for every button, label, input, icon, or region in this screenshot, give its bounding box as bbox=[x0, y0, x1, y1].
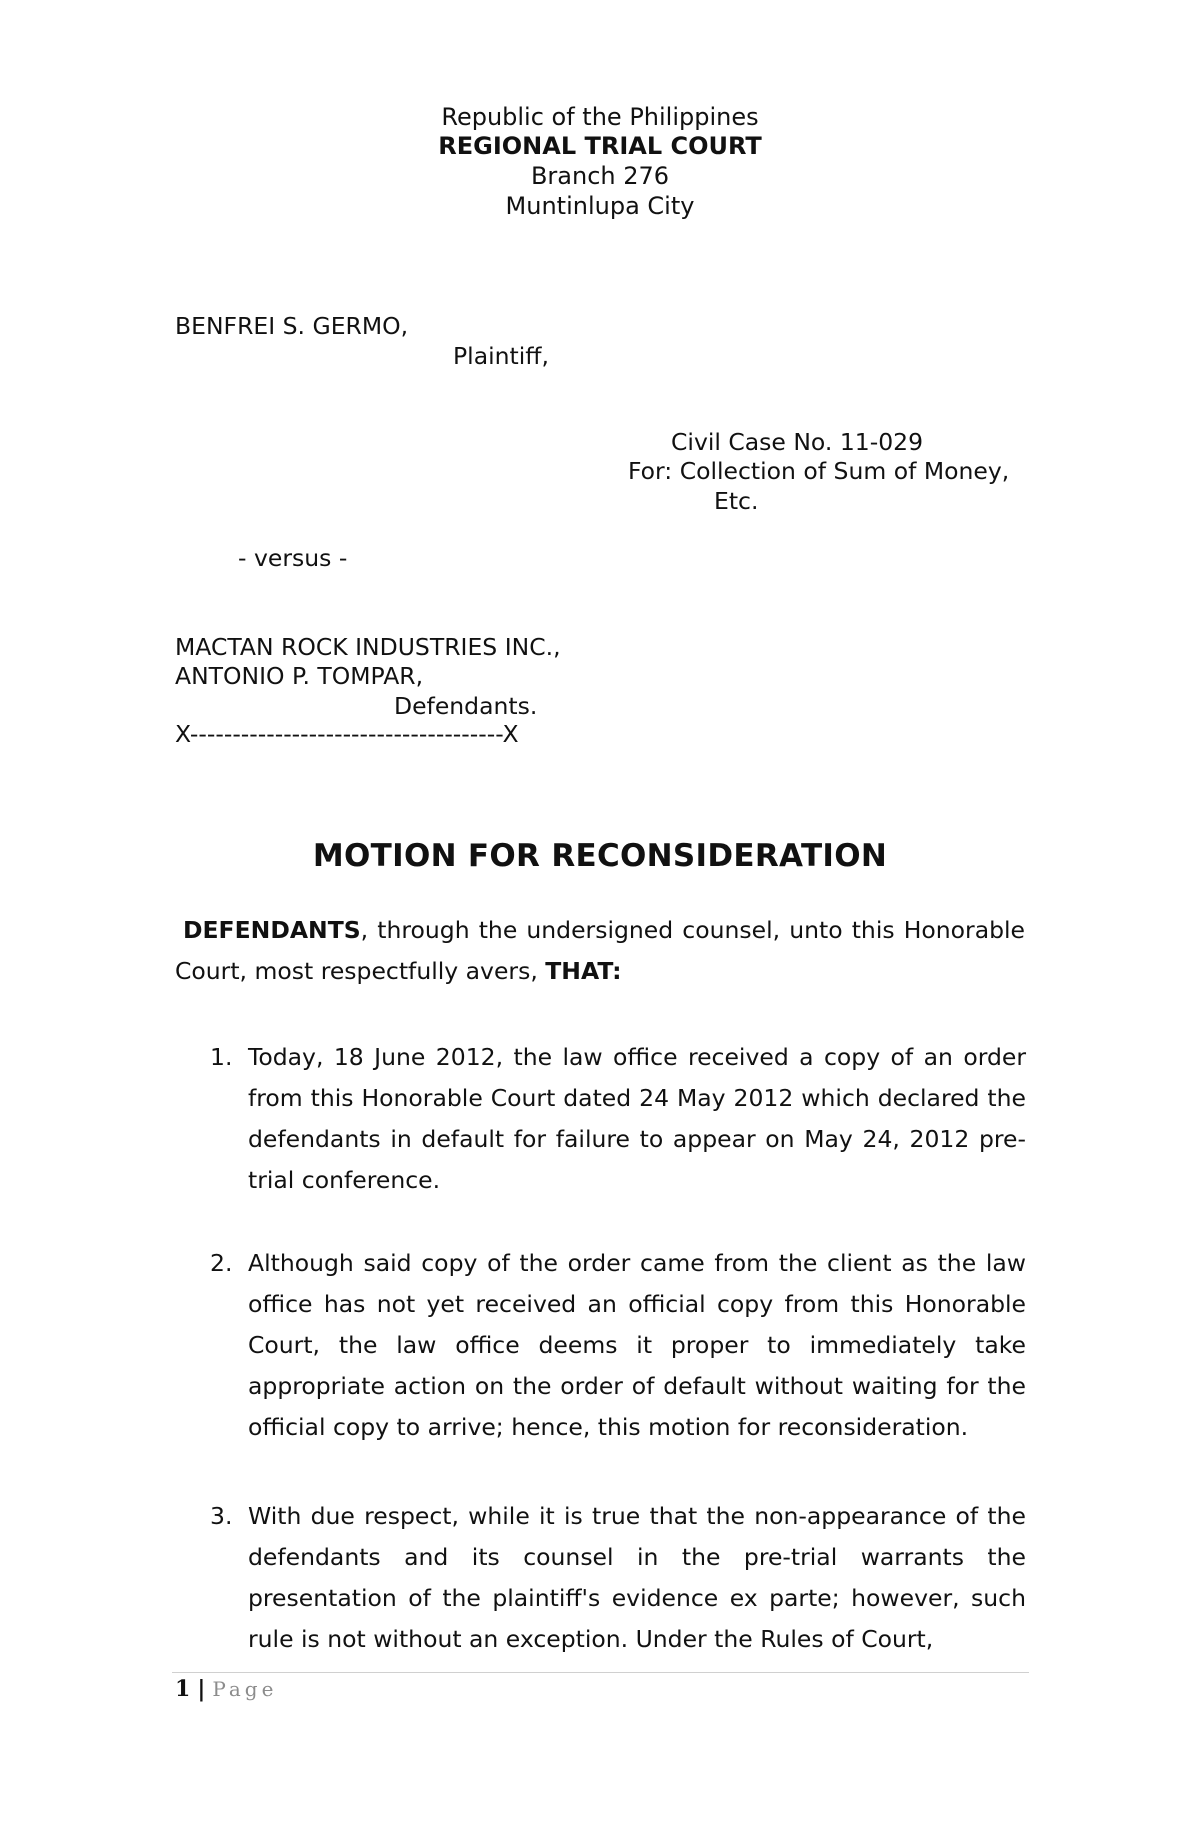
page-footer bbox=[175, 1674, 277, 1705]
paragraph-3-number: 3. bbox=[210, 1502, 233, 1530]
defendant-company: MACTAN ROCK INDUSTRIES INC., bbox=[175, 633, 561, 661]
footer-rule bbox=[172, 1672, 1029, 1673]
case-nature-etc: Etc. bbox=[714, 487, 759, 515]
defendants-label: Defendants. bbox=[394, 692, 538, 720]
paragraph-2-text: Although said copy of the order came from the client as the law office has not yet received an official copy from this Honorable Court, the law office deems it proper to immediately take appropriate action on the order of default without waiting for the official copy to arrive; hence, this motion for reconsideration. bbox=[248, 1249, 1026, 1441]
intro-text: , through the undersigned counsel, unto this Honorable Court, most respectfully avers, bbox=[175, 916, 1025, 985]
intro-that: THAT: bbox=[545, 957, 622, 985]
page-number: 1 bbox=[175, 1676, 191, 1702]
plaintiff-name: BENFREI S. GERMO, bbox=[175, 312, 409, 340]
page-word: Page bbox=[212, 1677, 278, 1701]
header-republic: Republic of the Philippines bbox=[441, 103, 759, 131]
intro-paragraph bbox=[175, 910, 1025, 992]
paragraph-1-number: 1. bbox=[210, 1043, 233, 1071]
plaintiff-label: Plaintiff, bbox=[453, 342, 549, 370]
header-branch: Branch 276 bbox=[530, 162, 670, 190]
defendant-individual: ANTONIO P. TOMPAR, bbox=[175, 662, 424, 690]
case-nature: For: Collection of Sum of Money, bbox=[628, 457, 1010, 485]
header-city: Muntinlupa City bbox=[505, 192, 695, 220]
document-title: MOTION FOR RECONSIDERATION bbox=[312, 838, 888, 874]
paragraph-2-number: 2. bbox=[210, 1249, 233, 1277]
versus-label: - versus - bbox=[238, 544, 348, 572]
case-number: Civil Case No. 11-029 bbox=[671, 428, 924, 456]
paragraph-1-text: Today, 18 June 2012, the law office received a copy of an order from this Honorable Court dated 24 May 2012 which declared the defendants in default for failure to appear on May 24, 2012 pre-trial conference. bbox=[248, 1043, 1026, 1194]
footer-separator: | bbox=[197, 1676, 206, 1702]
intro-lead: DEFENDANTS bbox=[183, 916, 361, 944]
paragraph-3-text: With due respect, while it is true that the non-appearance of the defendants and its counsel in the pre-trial warrants the presentation of the plaintiff's evidence ex parte; however, such rule is not without an exception. Under the Rules of Court, bbox=[248, 1502, 1026, 1653]
caption-separator: X-------------------------------------X bbox=[175, 720, 519, 748]
header-court: REGIONAL TRIAL COURT bbox=[438, 132, 762, 160]
